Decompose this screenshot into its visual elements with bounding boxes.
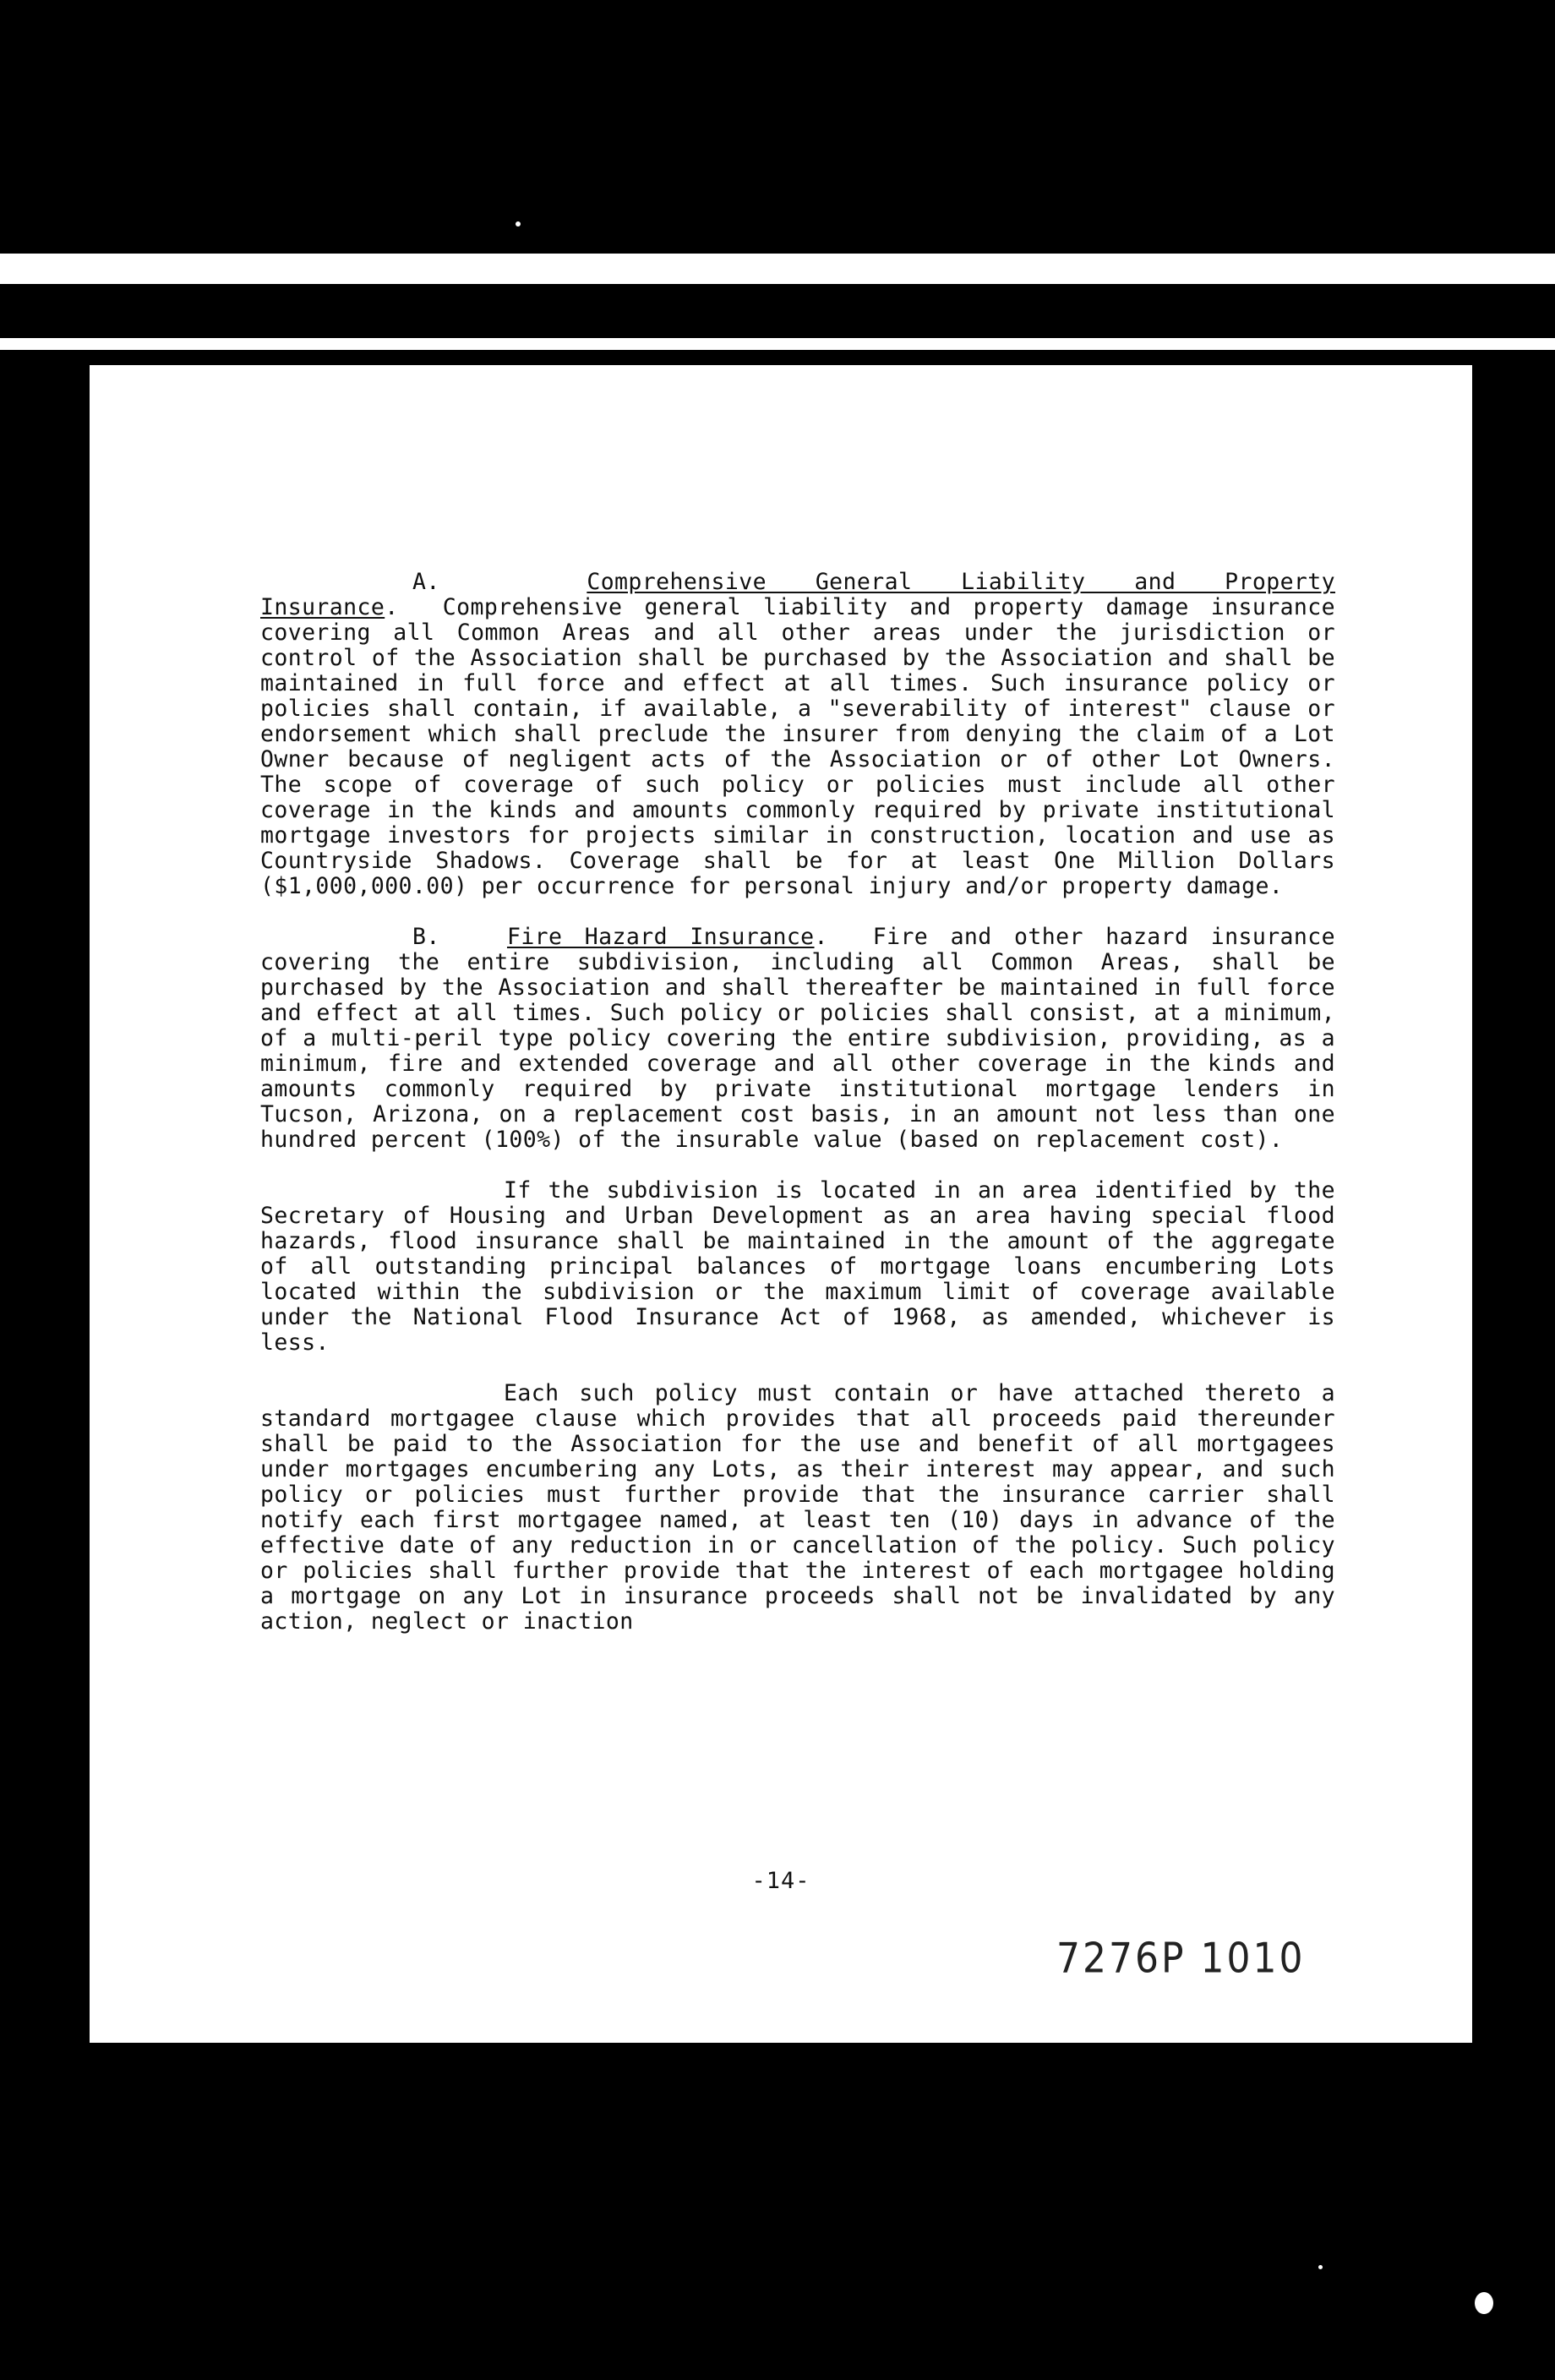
section-b-letter: B. [412,924,440,950]
section-a-body: Comprehensive general liability and property damage insurance covering all Common Areas and all other areas under the jurisdiction or control of the Association shall be purchased by the Association and shall be maintained in full force and effect at all times. Such insurance policy or policies shall contain, if available, a "severability of interest" clause or endorsement which shall preclude the insurer from denying the claim of a Lot Owner because of negligent acts of the Association or of other Lot Owners. The scope of coverage of such policy or policies must include all other coverage in the kinds and amounts commonly required by private institutional mortgage investors for projects similar in construction, location and use as Countryside Shadows. Coverage shall be for at least One Million Dollars ($1,000,000.00) per occurrence for personal injury and/or property damage. [260,594,1335,899]
section-b-heading: Fire Hazard Insurance [506,924,815,950]
scan-speck [1318,2265,1323,2269]
scan-speck [516,221,521,227]
document-body [260,570,1335,1635]
page-number: -14- [751,1868,810,1894]
paragraph-mortgagee: Each such policy must contain or have attached thereto a standard mortgagee clause which provides that all proceeds paid thereunder shall be paid to the Association for the use and benefit of all mortgagees under mortgages encumbering any Lots, as their interest may appear, and such policy or policies must further provide that the insurance carrier shall notify each first mortgagee named, at least ten (10) days in advance of the effective date of any reduction in or cancellation of the policy. Such policy or policies shall further provide that the interest of each mortgagee holding a mortgage on any Lot in insurance proceeds shall not be invalidated by any action, neglect or inaction [260,1380,1335,1635]
scan-artifact-band [0,338,1555,350]
section-a: A. Comprehensive General Liability and Property Insurance. Comprehensive general liability and property damage insurance covering all Common Areas and all other areas under the jurisdiction or control of the Association shall be purchased by the Association and shall be maintained in full force and effect at all times. Such insurance policy or policies shall contain, if available, a "severability of interest" clause or endorsement which shall preclude the insurer from denying the claim of a Lot Owner because of negligent acts of the Association or of other Lot Owners. The scope of coverage of such policy or policies must include all other coverage in the kinds and amounts commonly required by private institutional mortgage investors for projects similar in construction, location and use as Countryside Shadows. Coverage shall be for at least One Million Dollars ($1,000,000.00) per occurrence for personal injury and/or property damage. [260,569,1335,899]
section-b-body: Fire and other hazard insurance covering the entire subdivision, including all Common Areas, shall be purchased by the Association and shall thereafter be maintained in full force and effect at all times. Such policy or policies shall consist, at a minimum, of a multi-peril type policy covering the entire subdivision, providing, as a minimum, fire and extended coverage and all other coverage in the kinds and amounts commonly required by private institutional mortgage lenders in Tucson, Arizona, on a replacement cost basis, in an amount not less than one hundred percent (100%) of the insurable value (based on replacement cost). [260,924,1335,1153]
recording-stamp: 7276P 1010 [1056,1934,1306,1984]
section-b: B. Fire Hazard Insurance. Fire and other hazard insurance covering the entire subdivision, including all Common Areas, shall be purchased by the Association and shall thereafter be maintained in full force and effect at all times. Such policy or policies shall consist, at a minimum, of a multi-peril type policy covering the entire subdivision, providing, as a minimum, fire and extended coverage and all other coverage in the kinds and amounts commonly required by private institutional mortgage lenders in Tucson, Arizona, on a replacement cost basis, in an amount not less than one hundred percent (100%) of the insurable value (based on replacement cost). [260,924,1335,1153]
section-a-letter: A. [412,569,440,595]
scan-artifact-band [0,254,1555,284]
paragraph-flood: If the subdivision is located in an area identified by the Secretary of Housing and Urban Development as an area having special flood hazards, flood insurance shall be maintained in the amount of the aggregate of all outstanding principal balances of mortgage loans encumbering Lots located within the subdivision or the maximum limit of coverage available under the National Flood Insurance Act of 1968, as amended, whichever is less. [260,1177,1335,1356]
scan-speck [1475,2292,1493,2314]
section-a-heading: Comprehensive General Liability and Property Insurance [260,569,1335,620]
document-page [90,365,1472,2043]
